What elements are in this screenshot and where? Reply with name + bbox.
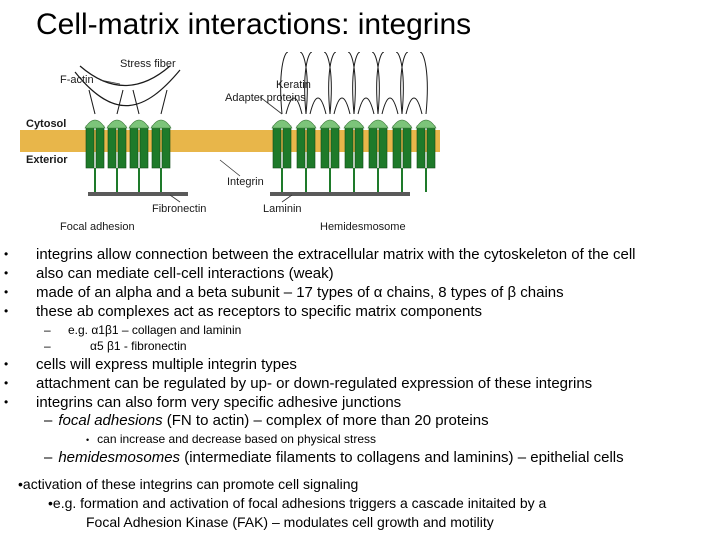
bullet-item: • these ab complexes act as receptors to specific matrix components — [36, 302, 635, 321]
fibronectin-label: Fibronectin — [152, 203, 207, 215]
bullet-item: • cells will express multiple integrin types — [36, 355, 592, 374]
keratin-loop — [310, 98, 326, 114]
integrin-label: Integrin — [227, 176, 264, 188]
actin-filament — [89, 90, 95, 114]
keratin-filament — [377, 52, 404, 114]
keratin-loop — [382, 98, 398, 114]
adapter-protein — [416, 120, 436, 128]
adapter-protein — [107, 120, 127, 128]
bullet-item: • also can mediate cell-cell interactions (weak) — [36, 264, 635, 283]
integrin-alpha-subunit — [369, 126, 377, 168]
adapter-protein — [368, 120, 388, 128]
sub-item: – α5 β1 - fibronectin — [68, 338, 241, 354]
hemidesmosomes-text: (intermediate filaments to collagens and laminins) – epithelial cells — [180, 449, 624, 466]
focal-adhesion-label: Focal adhesion — [60, 221, 135, 233]
integrin-alpha-subunit — [321, 126, 329, 168]
adapter-protein — [296, 120, 316, 128]
integrin-alpha-subunit — [108, 126, 116, 168]
laminin-pointer — [282, 195, 292, 202]
keratin-filament — [329, 52, 356, 114]
integrin-beta-subunit — [403, 126, 411, 168]
integrin-beta-subunit — [162, 126, 170, 168]
focal-adhesions-term: focal adhesions — [58, 412, 163, 429]
hemidesmosomes-line — [44, 449, 624, 466]
integrin-alpha-subunit — [152, 126, 160, 168]
signaling-line-1: •activation of these integrins can promote cell signaling — [18, 476, 359, 492]
focal-adhesions-text: (FN to actin) – complex of more than 20 proteins — [162, 412, 489, 429]
cytosol-label: Cytosol — [26, 118, 67, 130]
integrin-alpha-subunit — [345, 126, 353, 168]
bullet-list-1 — [36, 245, 635, 321]
adapter-protein — [344, 120, 364, 128]
dash: – — [44, 449, 53, 466]
integrin-alpha-subunit — [417, 126, 425, 168]
actin-filament — [161, 90, 167, 114]
keratin-label: Keratin — [276, 79, 311, 91]
fibronectin-bar — [88, 192, 188, 196]
bullet-item: • integrins allow connection between the extracellular matrix with the cytoskeleton of the cell — [36, 245, 635, 264]
integrin-alpha-subunit — [297, 126, 305, 168]
dash: – — [44, 412, 53, 429]
integrin-beta-subunit — [379, 126, 387, 168]
keratin-filament — [353, 52, 380, 114]
integrin-beta-subunit — [283, 126, 291, 168]
adapter-protein — [320, 120, 340, 128]
integrin-alpha-subunit — [86, 126, 94, 168]
actin-filament — [117, 90, 123, 114]
bullet: • — [86, 435, 90, 445]
integrin-beta-subunit — [427, 126, 435, 168]
signaling-line-3: Focal Adhesion Kinase (FAK) – modulates cell growth and motility — [86, 514, 494, 530]
hemidesmosome-label: Hemidesmosome — [320, 221, 406, 233]
bullet-item: • made of an alpha and a beta subunit – 17 types of α chains, 8 types of β chains — [36, 283, 635, 302]
keratin-loop — [358, 98, 374, 114]
focal-sub-line — [86, 432, 376, 446]
sub-list-1 — [68, 322, 241, 354]
bullet-item: • integrins can also form very specific adhesive junctions — [36, 393, 592, 412]
integrin-diagram — [20, 52, 440, 234]
integrin-beta-subunit — [355, 126, 363, 168]
exterior-label: Exterior — [26, 154, 68, 166]
focal-adhesions-line — [44, 412, 489, 429]
adapter-protein — [85, 120, 105, 128]
sub-item: – e.g. α1β1 – collagen and laminin — [68, 322, 241, 338]
bullet-list-2 — [36, 355, 592, 412]
integrin-beta-subunit — [96, 126, 104, 168]
keratin-filament — [401, 52, 428, 114]
integrin-beta-subunit — [331, 126, 339, 168]
adapter-protein — [129, 120, 149, 128]
integrin-alpha-subunit — [393, 126, 401, 168]
integrin-pointer — [220, 160, 240, 176]
hemidesmosomes-term: hemidesmosomes — [58, 449, 181, 466]
page-title: Cell-matrix interactions: integrins — [36, 8, 472, 41]
keratin-loop — [406, 98, 422, 114]
adapter-protein — [392, 120, 412, 128]
factin-label: F-actin — [60, 74, 94, 86]
focal-sub-text: can increase and decrease based on physical stress — [97, 432, 376, 446]
integrin-alpha-subunit — [273, 126, 281, 168]
bullet-item: • attachment can be regulated by up- or down-regulated expression of these integrins — [36, 374, 592, 393]
integrin-beta-subunit — [140, 126, 148, 168]
actin-filament — [133, 90, 139, 114]
stress-fiber-label: Stress fiber — [120, 58, 176, 70]
keratin-loop — [334, 98, 350, 114]
integrin-beta-subunit — [118, 126, 126, 168]
adapter-proteins-label: Adapter proteins — [225, 92, 306, 104]
adapter-protein — [272, 120, 292, 128]
adapter-protein — [151, 120, 171, 128]
integrin-alpha-subunit — [130, 126, 138, 168]
integrin-beta-subunit — [307, 126, 315, 168]
fibronectin-pointer — [170, 195, 180, 202]
laminin-label: Laminin — [263, 203, 302, 215]
signaling-line-2: •e.g. formation and activation of focal adhesions triggers a cascade initaited by a — [48, 495, 547, 511]
hemidesmosome-integrins — [272, 52, 436, 192]
